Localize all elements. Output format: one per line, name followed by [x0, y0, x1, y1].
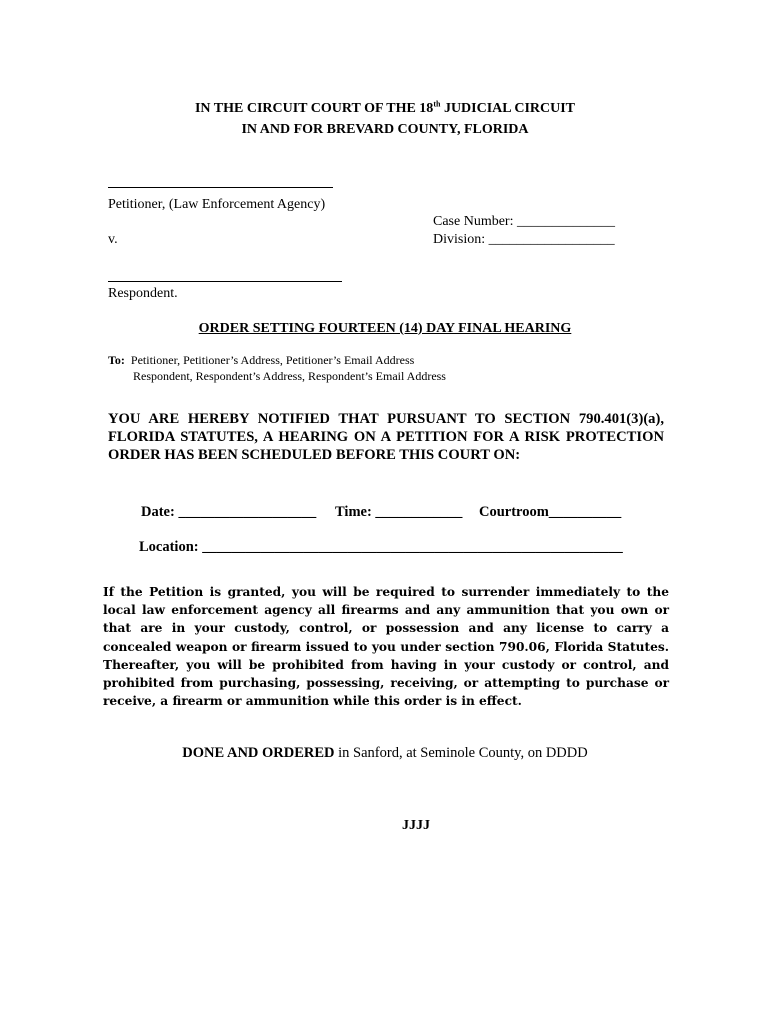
surrender-paragraph: If the Petition is granted, you will be required to surrender immediately to the local law enforcement agency all firearms and any ammunition that you own or that are in your custody, control, or possession and any license to carry a concealed weapon or firearm issued to you under section 790.06, Florida Statutes. Thereafter, you will be prohibited from having in your custody or control, and prohibited from purchasing, possessing, receiving, or attempting to purchase or receive, a firearm or ammunition while this order is in effect.: [103, 585, 669, 709]
court-header-text: IN THE CIRCUIT COURT OF THE 18: [194, 101, 434, 116]
recipients-line-2: Respondent, Respondent’s Address, Respondent’s Email Address: [133, 369, 446, 383]
case-number-field: Case Number: ______________: [433, 214, 615, 229]
respondent-label: Respondent.: [108, 286, 178, 301]
respondent-name-line: [108, 281, 342, 282]
petitioner-label: Petitioner, (Law Enforcement Agency): [108, 197, 326, 212]
recipients-line-1: [108, 353, 414, 368]
done-and-ordered: [0, 745, 770, 762]
recipients-petitioner: Petitioner, Petitioner’s Address, Petitioner’s Email Address: [130, 353, 415, 367]
division-field: Division: __________________: [433, 232, 615, 247]
court-header-line-1: [0, 101, 770, 117]
ordinal-suffix: th: [433, 99, 441, 109]
recipients-label: To:: [108, 353, 125, 367]
hearing-notice: YOU ARE HEREBY NOTIFIED THAT PURSUANT TO SECTION 790.401(3)(a), FLORIDA STATUTES, A HEARING ON A PETITION FOR A RISK PROTECTION ORDER HAS BEEN SCHEDULED BEFORE THIS COURT ON:: [108, 411, 664, 463]
versus-label: v.: [108, 232, 118, 247]
court-header-text-end: JUDICIAL CIRCUIT: [440, 101, 576, 116]
order-title: ORDER SETTING FOURTEEN (14) DAY FINAL HEARING: [198, 321, 572, 336]
time-field: Time: ____________: [335, 504, 463, 520]
done-and-ordered-location: in Sanford, at Seminole County, on DDDD: [334, 745, 588, 761]
done-and-ordered-bold: DONE AND ORDERED: [182, 745, 335, 761]
petitioner-name-line: [108, 187, 333, 188]
court-header-line-2: IN AND FOR BREVARD COUNTY, FLORIDA: [241, 122, 529, 137]
location-field: Location: __________________________________________________________: [139, 539, 623, 555]
courtroom-field: Courtroom__________: [479, 504, 622, 520]
judge-signature: JJJJ: [402, 818, 430, 833]
date-field: Date: ___________________: [141, 504, 317, 520]
